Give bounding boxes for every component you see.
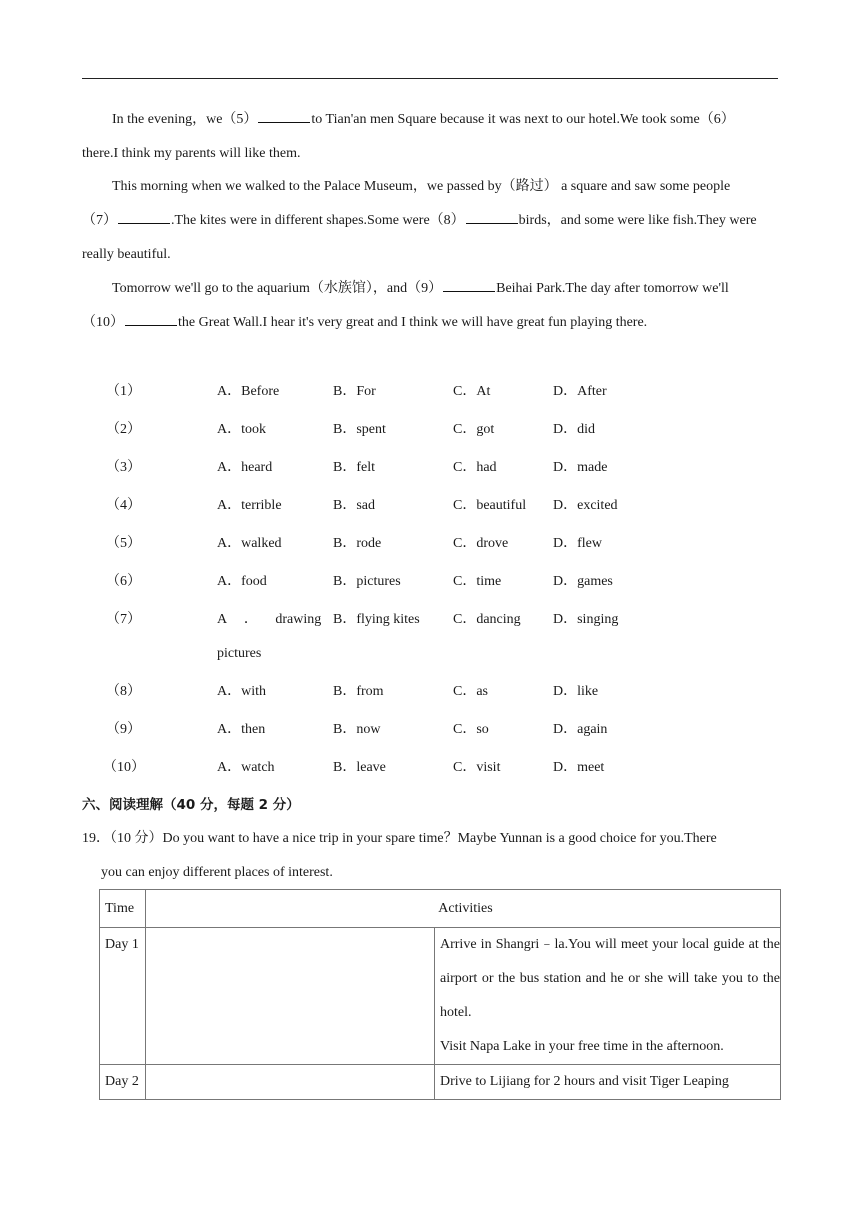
option-d[interactable]: D．made — [553, 460, 608, 475]
header-rule — [82, 78, 778, 79]
p2-text-c: .The kites were in different shapes.Some were（8） — [171, 213, 465, 228]
passage-paragraph-1 — [82, 103, 780, 171]
option-b[interactable]: B．spent — [333, 422, 386, 437]
option-c[interactable]: C．got — [453, 422, 495, 437]
option-a[interactable]: A．heard — [217, 460, 273, 475]
option-c[interactable]: C．dancing — [453, 612, 521, 627]
option-d[interactable]: D．again — [553, 722, 608, 737]
blank-9[interactable] — [443, 277, 495, 292]
option-a-continued[interactable]: pictures — [217, 646, 262, 661]
p2-text-b: （7） — [82, 213, 117, 228]
row-activity: Drive to Lijiang for 2 hours and visit Tiger Leaping — [435, 1065, 781, 1100]
option-b[interactable]: B．rode — [333, 536, 382, 551]
table-row — [100, 1065, 781, 1100]
option-a[interactable]: A．with — [217, 684, 266, 699]
option-c[interactable]: C．beautiful — [453, 498, 527, 513]
blank-5[interactable] — [258, 108, 310, 123]
p2-text-d: birds，and some were like fish.They were — [518, 213, 757, 228]
p2-text-a: This morning when we walked to the Palace Museum，we passed by（路过） a square and saw some people — [112, 179, 731, 194]
blank-7[interactable] — [118, 209, 170, 224]
option-row-7 — [0, 603, 860, 671]
option-row-2 — [0, 413, 860, 447]
option-d[interactable]: D．flew — [553, 536, 602, 551]
option-c[interactable]: C．had — [453, 460, 497, 475]
option-c[interactable]: C．visit — [453, 760, 501, 775]
p3-text-c: （10） — [82, 315, 124, 330]
option-a[interactable]: A．walked — [217, 536, 282, 551]
p1-text-c: there.I think my parents will like them. — [82, 146, 301, 161]
row-empty-cell — [146, 1065, 435, 1100]
option-d[interactable]: D．like — [553, 684, 599, 699]
option-a[interactable]: A．terrible — [217, 498, 282, 513]
option-a[interactable]: A ． drawing — [217, 612, 322, 627]
header-activities: Activities — [146, 890, 781, 928]
passage-paragraph-3 — [82, 272, 780, 340]
option-a[interactable]: A．watch — [217, 760, 275, 775]
option-a[interactable]: A．Before — [217, 384, 280, 399]
option-number: （3） — [106, 460, 141, 475]
itinerary-table — [99, 889, 781, 1100]
option-row-10 — [0, 751, 860, 785]
option-row-4 — [0, 489, 860, 523]
activity-text-2: Visit Napa Lake in your free time in the afternoon. — [440, 1039, 724, 1054]
option-b[interactable]: B．from — [333, 684, 384, 699]
option-b[interactable]: B．now — [333, 722, 381, 737]
row-activity — [435, 928, 781, 1065]
option-row-1 — [0, 375, 860, 409]
option-d[interactable]: D．meet — [553, 760, 605, 775]
question-19 — [82, 822, 780, 890]
p2-text-e: really beautiful. — [82, 247, 171, 262]
option-number: （2） — [106, 422, 141, 437]
option-b[interactable]: B．For — [333, 384, 376, 399]
option-c[interactable]: C．drove — [453, 536, 509, 551]
option-b[interactable]: B．leave — [333, 760, 386, 775]
p3-text-a: Tomorrow we'll go to the aquarium（水族馆），and（9） — [112, 281, 443, 296]
option-number: （4） — [106, 498, 141, 513]
row-time: Day 2 — [100, 1065, 146, 1100]
option-row-9 — [0, 713, 860, 747]
option-d[interactable]: D．games — [553, 574, 613, 589]
option-number: （10） — [103, 760, 145, 775]
option-d[interactable]: D．did — [553, 422, 595, 437]
blank-10[interactable] — [125, 311, 177, 326]
option-d[interactable]: D．singing — [553, 612, 619, 627]
table-header-row — [100, 890, 781, 928]
option-row-8 — [0, 675, 860, 709]
passage-paragraph-2 — [82, 170, 780, 272]
option-number: （7） — [106, 612, 141, 627]
option-c[interactable]: C．so — [453, 722, 489, 737]
row-time: Day 1 — [100, 928, 146, 1065]
p1-text-b: to Tian'an men Square because it was next to our hotel.We took some（6） — [311, 112, 735, 127]
option-b[interactable]: B．felt — [333, 460, 375, 475]
activity-text: Arrive in Shangri﹣la.You will meet your local guide at the airport or the bus station and he or she will take you to the hotel. — [440, 937, 780, 1020]
option-row-5 — [0, 527, 860, 561]
p3-text-b: Beihai Park.The day after tomorrow we'll — [496, 281, 729, 296]
option-a[interactable]: A．food — [217, 574, 267, 589]
p3-text-d: the Great Wall.I hear it's very great and I think we will have great fun playing there. — [178, 315, 648, 330]
header-time: Time — [100, 890, 146, 928]
option-d[interactable]: D．excited — [553, 498, 618, 513]
option-a[interactable]: A．took — [217, 422, 266, 437]
option-c[interactable]: C．as — [453, 684, 488, 699]
option-row-3 — [0, 451, 860, 485]
option-c[interactable]: C．At — [453, 384, 491, 399]
q19-line-1: 19．（10 分）Do you want to have a nice trip in your spare time？Maybe Yunnan is a good choice for you.There — [82, 831, 717, 846]
row-empty-cell — [146, 928, 435, 1065]
option-b[interactable]: B．sad — [333, 498, 375, 513]
option-number: （9） — [106, 722, 141, 737]
option-d[interactable]: D．After — [553, 384, 607, 399]
option-number: （6） — [106, 574, 141, 589]
option-c[interactable]: C．time — [453, 574, 502, 589]
table-row — [100, 928, 781, 1065]
option-number: （1） — [106, 384, 141, 399]
option-b[interactable]: B．pictures — [333, 574, 401, 589]
blank-8[interactable] — [466, 209, 518, 224]
option-number: （8） — [106, 684, 141, 699]
option-number: （5） — [106, 536, 141, 551]
q19-line-2: you can enjoy different places of interest. — [101, 865, 333, 880]
option-a[interactable]: A．then — [217, 722, 266, 737]
section-title: 六、阅读理解（40 分，每题 2 分） — [82, 797, 300, 813]
option-row-6 — [0, 565, 860, 599]
p1-text-a: In the evening，we（5） — [112, 112, 258, 127]
option-b[interactable]: B．flying kites — [333, 612, 420, 627]
